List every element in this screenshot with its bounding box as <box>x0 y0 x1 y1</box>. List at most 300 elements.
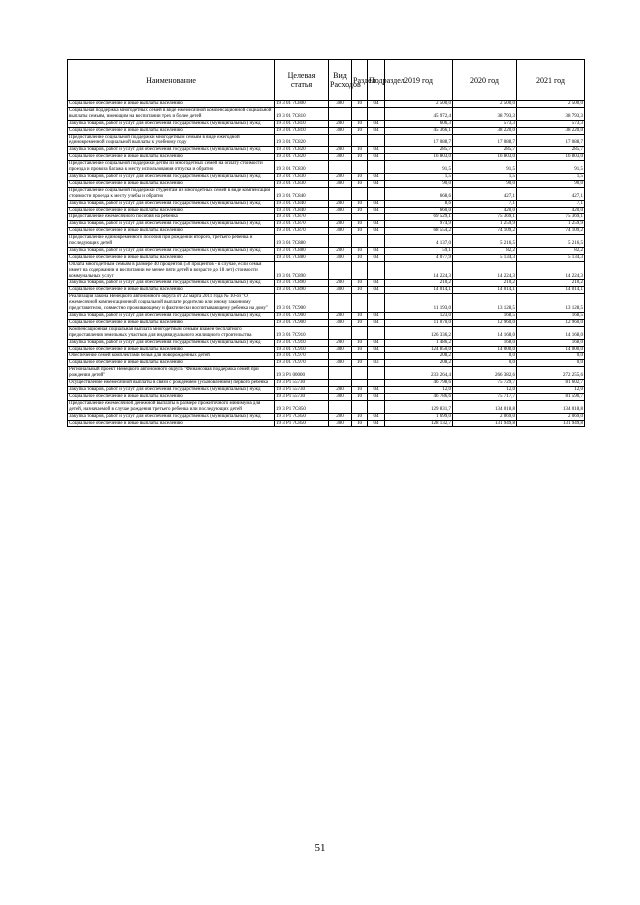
cell-2019: 129 831,7 <box>385 400 453 413</box>
cell-2021: 91,5 <box>517 161 585 174</box>
cell-code: 19 3 01 7С870 <box>275 214 329 221</box>
cell-2020: 2 069,0 <box>453 413 517 420</box>
table-row <box>68 261 585 280</box>
cell-vid: 300 <box>329 393 352 400</box>
cell-name: Социальное обеспечение и иные выплаты населению <box>68 207 275 214</box>
cell-razdel: 10 <box>352 221 368 228</box>
cell-razdel: 10 <box>352 339 368 346</box>
cell-2019: 285,7 <box>385 147 453 154</box>
cell-razdel: 10 <box>352 228 368 235</box>
cell-code: 19 3 01 7С840 <box>275 200 329 207</box>
cell-2019: 128 132,7 <box>385 420 453 427</box>
table-row <box>68 154 585 161</box>
cell-razdel: 10 <box>352 154 368 161</box>
table-row <box>68 247 585 254</box>
cell-razdel: 10 <box>352 346 368 353</box>
cell-name: Социальное обеспечение и иные выплаты населению <box>68 287 275 294</box>
cell-code: 19 3 01 7С820 <box>275 134 329 147</box>
cell-podrazdel: 04 <box>368 228 385 235</box>
cell-razdel: 10 <box>352 287 368 294</box>
cell-name: Предоставление социальной поддержки детям из многодетных семей на оплату стоимости проезда и провоза багажа к месту использования отпуска и обратно <box>68 161 275 174</box>
cell-2019: 46 798,6 <box>385 380 453 387</box>
cell-vid <box>329 294 352 313</box>
page-number: 51 <box>314 842 326 854</box>
table-row <box>68 228 585 235</box>
cell-2021: 81 602,7 <box>517 380 585 387</box>
cell-2020: 0,0 <box>453 360 517 367</box>
cell-2019: 12,0 <box>385 386 453 393</box>
cell-2019: 4 137,0 <box>385 235 453 248</box>
cell-2019: 1,5 <box>385 173 453 180</box>
cell-2019: 208,2 <box>385 353 453 360</box>
cell-2021: 210,2 <box>517 280 585 287</box>
cell-razdel: 10 <box>352 207 368 214</box>
cell-2020: 285,7 <box>453 147 517 154</box>
cell-podrazdel: 04 <box>368 313 385 320</box>
table-row <box>68 280 585 287</box>
cell-vid: 300 <box>329 228 352 235</box>
cell-code: 19 3 01 7С900 <box>275 313 329 320</box>
table-row <box>68 180 585 187</box>
cell-vid: 300 <box>329 101 352 108</box>
cell-podrazdel: 04 <box>368 147 385 154</box>
cell-vid: 300 <box>329 180 352 187</box>
cell-2020: 75 729,7 <box>453 380 517 387</box>
cell-name: Предоставление единовременного пособия при рождении второго, третьего ребенка и последующих детей <box>68 235 275 248</box>
cell-razdel <box>352 134 368 147</box>
cell-2019: 668,6 <box>385 187 453 200</box>
table-row <box>68 420 585 427</box>
cell-code: 19 3 01 7С880 <box>275 254 329 261</box>
cell-podrazdel: 04 <box>368 120 385 127</box>
cell-2021: 131 949,8 <box>517 420 585 427</box>
cell-vid: 300 <box>329 127 352 134</box>
cell-code: 19 3 01 7С880 <box>275 235 329 248</box>
header-podrazdel: Подраздел <box>368 60 385 101</box>
cell-2019: 90,0 <box>385 180 453 187</box>
cell-code: 19 3 01 7С910 <box>275 326 329 339</box>
cell-2019: 208,2 <box>385 360 453 367</box>
table-row <box>68 235 585 248</box>
table-body <box>68 101 585 427</box>
cell-podrazdel: 04 <box>368 154 385 161</box>
cell-razdel: 10 <box>352 200 368 207</box>
cell-2019: 124 850,0 <box>385 346 453 353</box>
cell-name: Социальное обеспечение и иные выплаты населению <box>68 154 275 161</box>
cell-razdel <box>352 353 368 360</box>
table-row <box>68 221 585 228</box>
cell-name: Социальное обеспечение и иные выплаты населению <box>68 228 275 235</box>
cell-2020: 14 224,3 <box>453 261 517 280</box>
cell-2019: 59,1 <box>385 247 453 254</box>
cell-2020: 427,1 <box>453 187 517 200</box>
cell-razdel: 10 <box>352 147 368 154</box>
cell-2021: 12 960,0 <box>517 319 585 326</box>
cell-podrazdel: 04 <box>368 393 385 400</box>
cell-podrazdel: 04 <box>368 339 385 346</box>
cell-name: Оплата многодетным семьям в размере 40 процентов (50 процентов - в случае, если семья имеет на содержании и воспитании не менее пяти детей в возрасте до 18 лет) стоимости коммунальных услуг <box>68 261 275 280</box>
header-2021: 2021 год <box>517 60 585 101</box>
cell-razdel: 10 <box>352 173 368 180</box>
cell-2021: 573,3 <box>517 120 585 127</box>
cell-2020: 12 960,0 <box>453 319 517 326</box>
cell-razdel: 10 <box>352 127 368 134</box>
cell-2021: 38 220,0 <box>517 127 585 134</box>
table-row <box>68 287 585 294</box>
cell-name: Региональный проект Ненецкого автономного округа "Финансовая поддержка семей при рождении детей" <box>68 367 275 380</box>
cell-podrazdel: 04 <box>368 319 385 326</box>
cell-code: 19 3 01 7С810 <box>275 107 329 120</box>
cell-2021: 17 088,7 <box>517 134 585 147</box>
cell-razdel: 10 <box>352 254 368 261</box>
table-row <box>68 120 585 127</box>
cell-razdel: 10 <box>352 180 368 187</box>
table-row <box>68 161 585 174</box>
cell-podrazdel <box>368 294 385 313</box>
cell-2021: 1 259,9 <box>517 221 585 228</box>
cell-code: 19 3 01 7С820 <box>275 154 329 161</box>
cell-2019: 17 088,7 <box>385 134 453 147</box>
cell-vid <box>329 400 352 413</box>
cell-vid: 300 <box>329 287 352 294</box>
cell-name: Закупка товаров, работ и услуг для обеспечения государственных (муниципальных) нужд <box>68 120 275 127</box>
cell-2021: 134 018,8 <box>517 400 585 413</box>
cell-2021: 168,0 <box>517 339 585 346</box>
cell-podrazdel <box>368 214 385 221</box>
cell-razdel: 10 <box>352 360 368 367</box>
cell-2019: 46 786,6 <box>385 393 453 400</box>
cell-code: 19 3 01 7С890 <box>275 287 329 294</box>
cell-name: Компенсационная социальная выплата многодетным семьям взамен бесплатного предоставления земельных участков для индивидуального жилищного строительства <box>68 326 275 339</box>
cell-vid: 200 <box>329 147 352 154</box>
table-row <box>68 413 585 420</box>
cell-code: 19 3 Р1 7С850 <box>275 413 329 420</box>
cell-podrazdel: 04 <box>368 280 385 287</box>
table-row <box>68 127 585 134</box>
cell-code: 19 3 01 7С830 <box>275 180 329 187</box>
cell-vid: 300 <box>329 154 352 161</box>
cell-2020: 16 803,0 <box>453 154 517 161</box>
cell-name: Закупка товаров, работ и услуг для обеспечения государственных (муниципальных) нужд <box>68 200 275 207</box>
cell-razdel: 10 <box>352 313 368 320</box>
table-row <box>68 393 585 400</box>
cell-name: Предоставление социальной поддержки студентам из многодетных семей в виде компенсации стоимости проезда к месту учебы и обратно <box>68 187 275 200</box>
cell-razdel <box>352 367 368 380</box>
cell-2021: 427,1 <box>517 187 585 200</box>
cell-2020: 2 500,0 <box>453 101 517 108</box>
cell-vid: 300 <box>329 420 352 427</box>
cell-code: 19 3 01 7С810 <box>275 120 329 127</box>
cell-name: Закупка товаров, работ и услуг для обеспечения государственных (муниципальных) нужд <box>68 173 275 180</box>
cell-name: Закупка товаров, работ и услуг для обеспечения государственных (муниципальных) нужд <box>68 339 275 346</box>
cell-razdel <box>352 261 368 280</box>
cell-code: 19 3 01 7С810 <box>275 127 329 134</box>
cell-2020: 82,2 <box>453 247 517 254</box>
table-row <box>68 386 585 393</box>
cell-vid: 300 <box>329 254 352 261</box>
cell-podrazdel: 04 <box>368 127 385 134</box>
table-header-row <box>68 60 585 101</box>
cell-2019: 126 336,2 <box>385 326 453 339</box>
table-row <box>68 326 585 339</box>
cell-podrazdel <box>368 134 385 147</box>
cell-vid: 200 <box>329 221 352 228</box>
cell-name: Закупка товаров, работ и услуг для обеспечения государственных (муниципальных) нужд <box>68 386 275 393</box>
table-row <box>68 147 585 154</box>
table-row <box>68 134 585 147</box>
cell-razdel: 10 <box>352 120 368 127</box>
cell-code: 19 3 Р1 55730 <box>275 380 329 387</box>
cell-podrazdel <box>368 380 385 387</box>
cell-2020: 74 109,2 <box>453 228 517 235</box>
table-row <box>68 367 585 380</box>
table-row <box>68 380 585 387</box>
cell-podrazdel <box>368 187 385 200</box>
cell-podrazdel <box>368 326 385 339</box>
table-row <box>68 254 585 261</box>
cell-2020: 12,0 <box>453 386 517 393</box>
cell-vid: 200 <box>329 413 352 420</box>
cell-vid: 200 <box>329 313 352 320</box>
table-row <box>68 187 585 200</box>
cell-name: Социальное обеспечение и иные выплаты населению <box>68 180 275 187</box>
cell-2020: 573,3 <box>453 120 517 127</box>
cell-code: 19 3 01 7С830 <box>275 161 329 174</box>
cell-2021: 1,5 <box>517 173 585 180</box>
cell-podrazdel <box>368 235 385 248</box>
table-row <box>68 214 585 221</box>
cell-2020: 7,1 <box>453 200 517 207</box>
cell-2020: 1 259,9 <box>453 221 517 228</box>
cell-podrazdel <box>368 161 385 174</box>
cell-podrazdel: 04 <box>368 287 385 294</box>
cell-vid <box>329 161 352 174</box>
cell-vid <box>329 235 352 248</box>
table-row <box>68 200 585 207</box>
cell-2019: 1 699,0 <box>385 413 453 420</box>
table-row <box>68 313 585 320</box>
cell-2020: 38 220,0 <box>453 127 517 134</box>
cell-code: 19 3 01 7С800 <box>275 101 329 108</box>
cell-2020: 131 949,8 <box>453 420 517 427</box>
cell-2020: 17 088,7 <box>453 134 517 147</box>
table-row <box>68 101 585 108</box>
table-row <box>68 346 585 353</box>
table-row <box>68 207 585 214</box>
cell-2020: 1,5 <box>453 173 517 180</box>
cell-podrazdel <box>368 261 385 280</box>
cell-vid <box>329 380 352 387</box>
cell-vid: 200 <box>329 200 352 207</box>
cell-podrazdel: 04 <box>368 413 385 420</box>
cell-name: Осуществление ежемесячной выплаты в связи с рождением (усыновлением) первого ребенка <box>68 380 275 387</box>
cell-2021: 5 216,5 <box>517 235 585 248</box>
cell-2021: 12,0 <box>517 386 585 393</box>
header-2019: 2019 год <box>385 60 453 101</box>
cell-vid <box>329 326 352 339</box>
cell-name: Социальное обеспечение и иные выплаты населению <box>68 101 275 108</box>
cell-name: Закупка товаров, работ и услуг для обеспечения государственных (муниципальных) нужд <box>68 313 275 320</box>
cell-podrazdel: 04 <box>368 254 385 261</box>
cell-2019: 660,0 <box>385 207 453 214</box>
header-code: Целевая статья <box>275 60 329 101</box>
cell-razdel: 10 <box>352 386 368 393</box>
cell-2020: 168,5 <box>453 313 517 320</box>
cell-2020: 168,0 <box>453 339 517 346</box>
cell-code: 19 3 01 7С900 <box>275 294 329 313</box>
cell-name: Социальное обеспечение и иные выплаты населению <box>68 360 275 367</box>
cell-2021: 420,0 <box>517 207 585 214</box>
cell-name: Социальное обеспечение и иные выплаты населению <box>68 420 275 427</box>
cell-code: 19 3 Р1 7С850 <box>275 400 329 413</box>
cell-code: 19 3 Р1 55730 <box>275 393 329 400</box>
cell-razdel <box>352 187 368 200</box>
cell-name: Социальное обеспечение и иные выплаты населению <box>68 319 275 326</box>
table-row <box>68 353 585 360</box>
table-row <box>68 339 585 346</box>
cell-podrazdel: 03 <box>368 360 385 367</box>
header-2020: 2020 год <box>453 60 517 101</box>
cell-name: Закупка товаров, работ и услуг для обеспечения государственных (муниципальных) нужд <box>68 147 275 154</box>
cell-code: 19 3 01 7С870 <box>275 221 329 228</box>
cell-name: Социальная поддержка многодетных семей в виде ежемесячной компенсационной социальной выплаты семьям, имеющим на воспитании трех и более детей <box>68 107 275 120</box>
cell-razdel <box>352 161 368 174</box>
cell-podrazdel <box>368 107 385 120</box>
table-row <box>68 360 585 367</box>
cell-2021: 5 134,3 <box>517 254 585 261</box>
cell-code: 19 3 01 7С870 <box>275 228 329 235</box>
table-row <box>68 107 585 120</box>
cell-razdel: 10 <box>352 420 368 427</box>
table-row <box>68 173 585 180</box>
cell-code: 19 3 01 7С840 <box>275 187 329 200</box>
cell-code: 19 3 Р1 00000 <box>275 367 329 380</box>
cell-2019: 210,2 <box>385 280 453 287</box>
cell-2020: 134 018,8 <box>453 400 517 413</box>
cell-podrazdel: 04 <box>368 180 385 187</box>
cell-podrazdel: 04 <box>368 247 385 254</box>
cell-podrazdel <box>368 400 385 413</box>
cell-2019: 2 500,0 <box>385 101 453 108</box>
cell-name: Закупка товаров, работ и услуг для обеспечения государственных (муниципальных) нужд <box>68 247 275 254</box>
cell-vid: 200 <box>329 173 352 180</box>
cell-2019: 91,5 <box>385 161 453 174</box>
cell-code: 19 3 01 7С840 <box>275 207 329 214</box>
cell-2019: 45 366,1 <box>385 127 453 134</box>
cell-code: 19 3 01 7С900 <box>275 319 329 326</box>
cell-2021: 14 000,0 <box>517 346 585 353</box>
cell-podrazdel: 04 <box>368 207 385 214</box>
cell-razdel: 10 <box>352 101 368 108</box>
cell-2021: 82,2 <box>517 247 585 254</box>
cell-2019: 45 972,4 <box>385 107 453 120</box>
cell-2020: 14 014,1 <box>453 287 517 294</box>
cell-podrazdel: 04 <box>368 346 385 353</box>
cell-vid: 200 <box>329 120 352 127</box>
cell-vid: 300 <box>329 207 352 214</box>
cell-code: 19 3 01 7С880 <box>275 247 329 254</box>
cell-vid <box>329 214 352 221</box>
cell-2020: 14 168,0 <box>453 326 517 339</box>
cell-name: Закупка товаров, работ и услуг для обеспечения государственных (муниципальных) нужд <box>68 280 275 287</box>
cell-razdel: 10 <box>352 413 368 420</box>
cell-podrazdel: 04 <box>368 221 385 228</box>
budget-table <box>67 59 585 427</box>
cell-2020: 38 793,3 <box>453 107 517 120</box>
cell-name: Предоставление социальной поддержки многодетным семьям в виде ежегодной единовременной социальной выплаты к учебному году <box>68 134 275 147</box>
cell-name: Реализация закона Ненецкого автономного округа от 22 марта 2011 года № 10-оз "О ежемесячной компенсационной социальной выплате родителю или иному законному представителю, совместно проживающему и фактически воспитывающему ребенка на дому" <box>68 294 275 313</box>
cell-name: Социальное обеспечение и иные выплаты населению <box>68 346 275 353</box>
cell-2020: 420,0 <box>453 207 517 214</box>
cell-name: Закупка товаров, работ и услуг для обеспечения государственных (муниципальных) нужд <box>68 413 275 420</box>
cell-2020: 266 382,6 <box>453 367 517 380</box>
cell-name: Обеспечение семей комплектами белья для новорожденных детей <box>68 353 275 360</box>
cell-vid: 200 <box>329 280 352 287</box>
cell-podrazdel <box>368 367 385 380</box>
cell-vid: 200 <box>329 386 352 393</box>
cell-2021: 14 014,1 <box>517 287 585 294</box>
cell-2021: 0,0 <box>517 360 585 367</box>
cell-code: 19 3 Р1 55730 <box>275 386 329 393</box>
cell-code: 19 3 01 7С820 <box>275 147 329 154</box>
cell-vid: 300 <box>329 319 352 326</box>
cell-code: 19 3 01 7С910 <box>275 346 329 353</box>
cell-vid <box>329 134 352 147</box>
cell-2021: 13 128,5 <box>517 294 585 313</box>
cell-2021: 2 500,0 <box>517 101 585 108</box>
cell-vid: 300 <box>329 346 352 353</box>
cell-podrazdel: 04 <box>368 200 385 207</box>
cell-2020: 5 134,3 <box>453 254 517 261</box>
cell-2021: 90,0 <box>517 180 585 187</box>
cell-vid: 300 <box>329 360 352 367</box>
cell-code: 19 3 01 7С890 <box>275 280 329 287</box>
cell-name: Закупка товаров, работ и услуг для обеспечения государственных (муниципальных) нужд <box>68 221 275 228</box>
cell-2019: 974,9 <box>385 221 453 228</box>
cell-2020: 91,5 <box>453 161 517 174</box>
cell-2020: 210,2 <box>453 280 517 287</box>
cell-razdel <box>352 214 368 221</box>
cell-code: 19 3 Р1 7С850 <box>275 420 329 427</box>
table-row <box>68 319 585 326</box>
cell-razdel <box>352 294 368 313</box>
cell-podrazdel <box>368 353 385 360</box>
cell-razdel <box>352 326 368 339</box>
cell-2021: 14 168,0 <box>517 326 585 339</box>
cell-2021: 7,1 <box>517 200 585 207</box>
cell-razdel: 10 <box>352 319 368 326</box>
cell-2021: 2 069,0 <box>517 413 585 420</box>
cell-2019: 14 014,1 <box>385 287 453 294</box>
cell-2020: 5 216,5 <box>453 235 517 248</box>
cell-2021: 0,0 <box>517 353 585 360</box>
cell-2019: 11 193,0 <box>385 294 453 313</box>
header-name: Наименование <box>68 60 275 101</box>
cell-2021: 75 369,1 <box>517 214 585 221</box>
cell-name: Предоставление ежемесячного пособия на ребенка <box>68 214 275 221</box>
cell-2019: 14 224,3 <box>385 261 453 280</box>
cell-vid <box>329 261 352 280</box>
cell-2021: 16 803,0 <box>517 154 585 161</box>
cell-podrazdel: 04 <box>368 173 385 180</box>
cell-vid <box>329 353 352 360</box>
cell-razdel <box>352 107 368 120</box>
cell-code: 19 3 01 7С910 <box>275 339 329 346</box>
cell-code: 19 3 01 7С890 <box>275 261 329 280</box>
cell-2019: 69 529,1 <box>385 214 453 221</box>
header-razdel: Раздел <box>352 60 368 101</box>
cell-2021: 14 224,3 <box>517 261 585 280</box>
